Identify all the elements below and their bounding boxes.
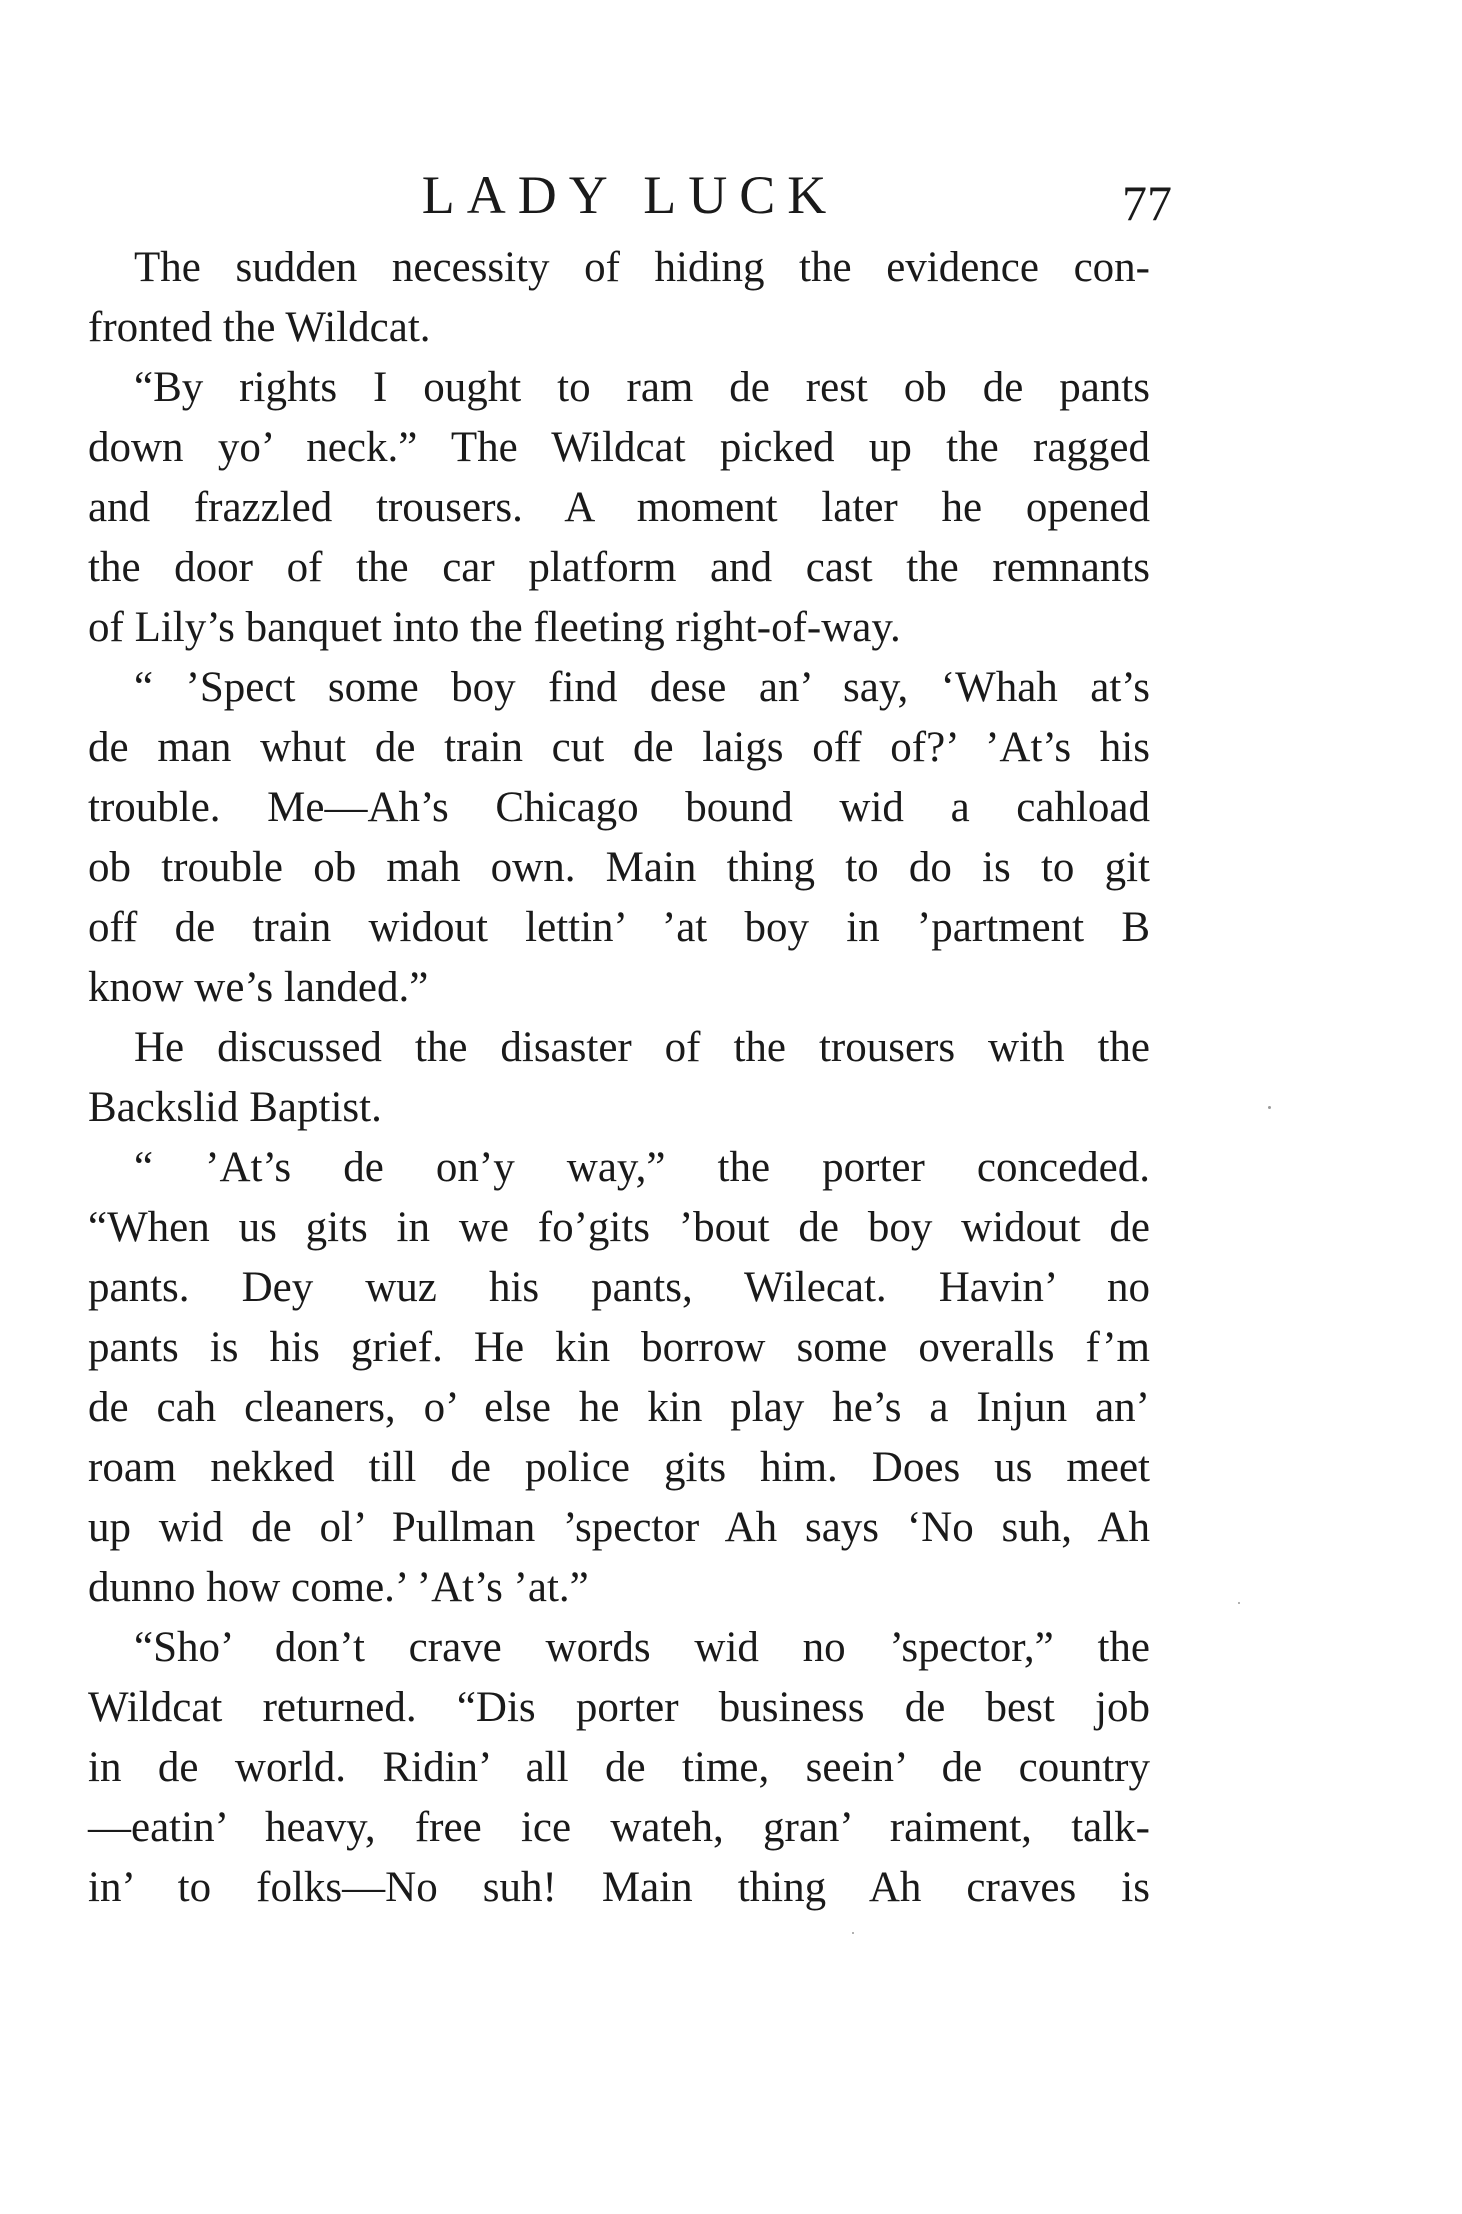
text-line: de cah cleaners, o’ else he kin play he’s a Injun an’ <box>88 1384 1150 1431</box>
text-line: pants. Dey wuz his pants, Wilecat. Havin’ no <box>88 1264 1150 1311</box>
text-line: in de world. Ridin’ all de time, seein’ de country <box>88 1744 1150 1791</box>
text-line: the door of the car platform and cast the remnants <box>88 544 1150 591</box>
text-line: in’ to folks—No suh! Main thing Ah craves is <box>88 1864 1150 1911</box>
text-line: “ ’Spect some boy find dese an’ say, ‘Whah at’s <box>134 664 1150 711</box>
text-line: He discussed the disaster of the trousers with the <box>134 1024 1150 1071</box>
text-line: “ ’At’s de on’y way,” the porter conceded. <box>134 1144 1150 1191</box>
text-line: ob trouble ob mah own. Main thing to do is to git <box>88 844 1150 891</box>
body-text <box>88 238 1150 1918</box>
text-line: down yo’ neck.” The Wildcat picked up the ragged <box>88 424 1150 471</box>
text-line: “When us gits in we fo’gits ’bout de boy widout de <box>88 1204 1150 1251</box>
text-line: “Sho’ don’t crave words wid no ’spector,” the <box>134 1624 1150 1671</box>
paper-speck <box>1268 1106 1271 1109</box>
text-line: know we’s landed.” <box>88 964 429 1011</box>
text-line: up wid de ol’ Pullman ’spector Ah says ‘No suh, Ah <box>88 1504 1150 1551</box>
text-line: Backslid Baptist. <box>88 1084 382 1131</box>
text-line: de man whut de train cut de laigs off of?’ ’At’s his <box>88 724 1150 771</box>
running-head-title: LADY LUCK <box>421 165 839 225</box>
text-line: —eatin’ heavy, free ice wateh, gran’ raiment, talk- <box>88 1804 1150 1851</box>
text-line: fronted the Wildcat. <box>88 304 431 351</box>
text-line: The sudden necessity of hiding the evidence con- <box>134 244 1150 291</box>
text-line: dunno how come.’ ’At’s ’at.” <box>88 1564 589 1611</box>
page-number: 77 <box>1122 175 1172 231</box>
text-line: and frazzled trousers. A moment later he opened <box>88 484 1150 531</box>
text-line: “By rights I ought to ram de rest ob de pants <box>134 364 1150 411</box>
text-line: trouble. Me—Ah’s Chicago bound wid a cahload <box>88 784 1150 831</box>
text-line: of Lily’s banquet into the fleeting right-of-way. <box>88 604 901 651</box>
paper-speck <box>1238 1602 1240 1604</box>
text-line: Wildcat returned. “Dis porter business de best job <box>88 1684 1150 1731</box>
text-line: off de train widout lettin’ ’at boy in ’partment B <box>88 904 1150 951</box>
running-head <box>88 160 1172 230</box>
text-line: pants is his grief. He kin borrow some overalls f’m <box>88 1324 1150 1371</box>
paper-speck <box>852 1932 854 1934</box>
text-line: roam nekked till de police gits him. Does us meet <box>88 1444 1150 1491</box>
